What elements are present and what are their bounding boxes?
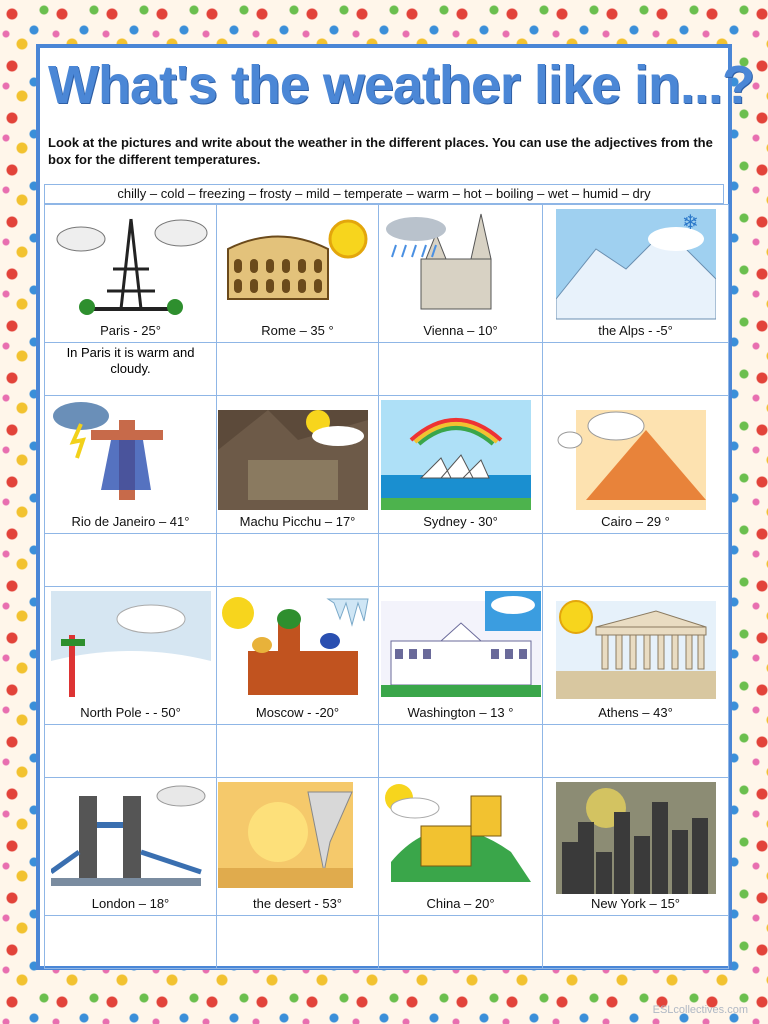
- place-caption: the Alps - -5°: [598, 323, 673, 338]
- desert-tornado-icon: [217, 782, 378, 894]
- place-picture-cell: [45, 396, 217, 534]
- place-caption: the desert - 53°: [252, 896, 343, 911]
- answer-cell[interactable]: [217, 725, 379, 778]
- page-title: What's the weather like in...?: [48, 55, 754, 115]
- place-caption: Vienna – 10°: [423, 323, 498, 338]
- answer-cell[interactable]: [543, 343, 729, 396]
- place-caption: China – 20°: [426, 896, 495, 911]
- place-picture-cell: [217, 587, 379, 725]
- kremlin-icicles-icon: [217, 591, 378, 703]
- place-caption: Moscow - -20°: [255, 705, 340, 720]
- place-picture-cell: [45, 587, 217, 725]
- place-caption: North Pole - - 50°: [80, 705, 181, 720]
- answer-cell[interactable]: [379, 725, 543, 778]
- picture-row: [45, 587, 729, 725]
- place-picture-cell: [543, 205, 729, 343]
- place-caption: New York – 15°: [590, 896, 681, 911]
- place-picture-cell: [543, 778, 729, 916]
- answer-cell[interactable]: [543, 534, 729, 587]
- snowy-mountains-icon: [543, 209, 728, 321]
- machu-picchu-partly-sunny-icon: [217, 400, 378, 512]
- adjectives-box: chilly – cold – freezing – frosty – mild – temperate – warm – hot – boiling – wet – humid – dry: [44, 184, 724, 204]
- place-caption: Sydney - 30°: [423, 514, 498, 529]
- place-picture-cell: [217, 778, 379, 916]
- answer-cell[interactable]: [543, 916, 729, 969]
- christ-statue-storm-icon: [45, 400, 216, 512]
- picture-row: [45, 205, 729, 343]
- answer-cell[interactable]: [217, 343, 379, 396]
- eiffel-tower-cloudy-icon: [45, 209, 216, 321]
- place-picture-cell: [217, 205, 379, 343]
- white-house-rain-icon: [379, 591, 542, 703]
- picture-row: [45, 778, 729, 916]
- answer-cell[interactable]: [543, 725, 729, 778]
- answer-row: [45, 343, 729, 396]
- answer-row: [45, 534, 729, 587]
- worksheet-page: [36, 44, 754, 970]
- place-picture-cell: [379, 587, 543, 725]
- instructions-text: Look at the pictures and write about the weather in the different places. You can use the adjectives from the box for the different temperatures.: [48, 135, 713, 167]
- answer-cell[interactable]: [45, 916, 217, 969]
- place-caption: Washington – 13 °: [407, 705, 514, 720]
- parthenon-sunny-icon: [543, 591, 728, 703]
- place-caption: Paris - 25°: [100, 323, 161, 338]
- answer-cell[interactable]: In Paris it is warm and cloudy.: [45, 343, 217, 396]
- place-picture-cell: [379, 778, 543, 916]
- place-picture-cell: [379, 396, 543, 534]
- place-picture-cell: [379, 205, 543, 343]
- tower-bridge-rain-icon: [45, 782, 216, 894]
- answer-cell[interactable]: [379, 343, 543, 396]
- cathedral-rainy-icon: [379, 209, 542, 321]
- answer-row: [45, 725, 729, 778]
- place-caption: Rome – 35 °: [261, 323, 334, 338]
- answer-cell[interactable]: [217, 534, 379, 587]
- north-pole-snow-icon: [45, 591, 216, 703]
- places-grid: [44, 204, 729, 969]
- place-caption: Rio de Janeiro – 41°: [71, 514, 190, 529]
- sydney-rainbow-icon: [379, 400, 542, 512]
- great-wall-partly-sunny-icon: [379, 782, 542, 894]
- answer-cell[interactable]: [45, 534, 217, 587]
- answer-cell[interactable]: [379, 916, 543, 969]
- answer-row: [45, 916, 729, 969]
- place-picture-cell: [543, 396, 729, 534]
- colosseum-sunny-icon: [217, 209, 378, 321]
- place-picture-cell: [45, 205, 217, 343]
- place-picture-cell: [45, 778, 217, 916]
- picture-row: [45, 396, 729, 534]
- svg-text:❄: ❄: [681, 212, 699, 234]
- place-caption: Athens – 43°: [598, 705, 673, 720]
- footer-watermark: ESLcollectives.com: [652, 1004, 748, 1016]
- place-caption: London – 18°: [91, 896, 170, 911]
- place-caption: Machu Picchu – 17°: [239, 514, 356, 529]
- place-caption: Cairo – 29 °: [601, 514, 670, 529]
- place-picture-cell: [543, 587, 729, 725]
- answer-cell[interactable]: [217, 916, 379, 969]
- answer-cell[interactable]: [379, 534, 543, 587]
- place-picture-cell: [217, 396, 379, 534]
- pyramid-windy-icon: [543, 400, 728, 512]
- answer-cell[interactable]: [45, 725, 217, 778]
- new-york-smog-icon: [543, 782, 728, 894]
